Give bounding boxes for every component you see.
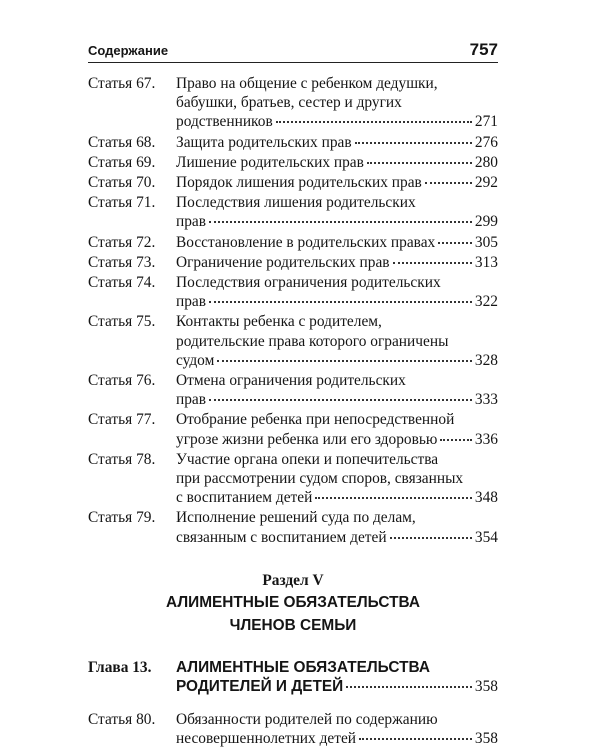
running-header: [88, 38, 498, 63]
article-title-line: Исполнение решений суда по делам,: [176, 509, 416, 527]
toc-entry[interactable]: [88, 410, 498, 448]
toc-entry[interactable]: [88, 253, 498, 272]
article-title-line: Отмена ограничения родительских: [176, 372, 406, 390]
article-title-line: судом: [176, 351, 215, 369]
article-title-line: Отобрание ребенка при непосредственной: [176, 411, 455, 429]
article-body: [176, 450, 498, 508]
dot-leader: [367, 162, 472, 164]
article-label: Статья 74.: [88, 274, 156, 292]
dot-leader: [440, 439, 472, 441]
article-body: [176, 133, 498, 152]
article-last-line: [176, 253, 498, 272]
section-title-line-1: АЛИМЕНТНЫЕ ОБЯЗАТЕЛЬСТВА: [166, 593, 420, 611]
article-title-line: связанным с воспитанием детей: [176, 528, 387, 546]
toc-entry[interactable]: [88, 273, 498, 311]
chapter-title-line-1: АЛИМЕНТНЫЕ ОБЯЗАТЕЛЬСТВА: [176, 658, 430, 676]
article-label: Статья 68.: [88, 133, 156, 151]
article-page-number: 280: [474, 153, 498, 171]
article-last-line: [176, 351, 498, 370]
section-title-line-2: ЧЛЕНОВ СЕМЬИ: [229, 616, 357, 634]
article-page-number: 276: [474, 133, 498, 151]
chapter-last-line: [176, 677, 498, 696]
article-last-line: [176, 488, 498, 507]
article-last-line: [176, 133, 498, 152]
article-title-line: родственников: [176, 113, 273, 131]
toc-entry[interactable]: [88, 173, 498, 192]
toc-entry-article-80[interactable]: [88, 710, 498, 748]
article-body: [176, 508, 498, 546]
dot-leader: [425, 182, 472, 184]
article-title-line: несовершеннолетних детей: [176, 730, 357, 748]
article-title-line: Порядок лишения родительских прав: [176, 174, 422, 192]
dot-leader: [209, 301, 472, 303]
article-page-number: 313: [474, 253, 498, 271]
article-body: [176, 253, 498, 272]
article-label: Статья 80.: [88, 711, 156, 729]
toc-entry[interactable]: [88, 508, 498, 546]
article-title-line: угрозе жизни ребенка или его здоровью: [176, 430, 438, 448]
article-title-line: прав: [176, 213, 207, 231]
article-title-line: Обязанности родителей по содержанию: [176, 711, 438, 729]
article-last-line: [176, 430, 498, 449]
article-page-number: 358: [474, 730, 498, 748]
toc-entry[interactable]: [88, 193, 498, 231]
article-title-line: при рассмотрении судом споров, связанных: [176, 470, 464, 488]
article-title-line: Участие органа опеки и попечительства: [176, 450, 439, 468]
dot-leader: [276, 121, 472, 123]
article-last-line: [176, 112, 498, 131]
dot-leader: [346, 686, 472, 688]
article-body: [176, 193, 498, 231]
article-page-number: 322: [474, 293, 498, 311]
article-label: Статья 73.: [88, 253, 156, 271]
article-body: [176, 153, 498, 172]
dot-leader: [209, 399, 472, 401]
article-label: Статья 79.: [88, 509, 156, 527]
article-title-line: Право на общение с ребенком дедушки,: [176, 75, 438, 92]
article-body: [176, 273, 498, 311]
article-page-number: 292: [474, 174, 498, 192]
article-page-number: 336: [474, 430, 498, 448]
dot-leader: [438, 242, 472, 244]
toc-entry[interactable]: [88, 153, 498, 172]
chapter-label: Глава 13.: [88, 658, 152, 676]
toc-entry[interactable]: [88, 74, 498, 132]
article-title-line: с воспитанием детей: [176, 489, 313, 507]
article-label: Статья 78.: [88, 450, 156, 468]
toc-entry[interactable]: [88, 371, 498, 409]
article-label: Статья 75.: [88, 313, 156, 331]
section-label: Раздел V: [262, 571, 324, 589]
section-heading: [88, 571, 498, 636]
article-title-line: бабушки, братьев, сестер и других: [176, 94, 402, 112]
toc-entry[interactable]: [88, 133, 498, 152]
article-label: Статья 69.: [88, 153, 156, 171]
article-last-line: [176, 173, 498, 192]
toc-chapter[interactable]: [88, 658, 498, 696]
article-last-line: [176, 153, 498, 172]
article-page-number: 305: [474, 233, 498, 251]
chapter-page-number: 358: [474, 678, 498, 696]
article-last-line: [176, 528, 498, 547]
article-page-number: 328: [474, 351, 498, 369]
dot-leader: [315, 497, 472, 499]
dot-leader: [209, 221, 472, 223]
page-number: 757: [469, 40, 498, 59]
toc-entries: [88, 74, 498, 547]
article-title-line: прав: [176, 293, 207, 311]
article-body: [176, 233, 498, 252]
article-title-line: Контакты ребенка с родителем,: [176, 313, 382, 331]
dot-leader: [355, 142, 472, 144]
running-title: Содержание: [88, 43, 169, 58]
article-last-line: [176, 212, 498, 231]
article-page-number: 348: [474, 489, 498, 507]
article-page-number: 333: [474, 391, 498, 409]
article-title-line: Восстановление в родительских правах: [176, 233, 436, 251]
article-label: Статья 76.: [88, 372, 156, 390]
article-page-number: 299: [474, 213, 498, 231]
article-page-number: 271: [474, 113, 498, 131]
article-title-line: родительские права которого ограничены: [176, 332, 449, 350]
article-label: Статья 70.: [88, 174, 156, 192]
article-title-line: Ограничение родительских прав: [176, 253, 390, 271]
toc-entry[interactable]: [88, 450, 498, 508]
article-last-line: [176, 390, 498, 409]
dot-leader: [359, 738, 472, 740]
article-label: Статья 77.: [88, 411, 156, 429]
article-label: Статья 71.: [88, 194, 156, 212]
toc-entry[interactable]: [88, 233, 498, 252]
dot-leader: [217, 360, 472, 362]
article-last-line: [176, 233, 498, 252]
toc-entry[interactable]: [88, 312, 498, 370]
article-body: [176, 312, 498, 370]
article-label: Статья 72.: [88, 233, 156, 251]
article-title-line: Последствия ограничения родительских: [176, 274, 441, 292]
article-title-line: Последствия лишения родительских: [176, 194, 416, 212]
chapter-title-line-2: РОДИТЕЛЕЙ И ДЕТЕЙ: [176, 678, 344, 696]
article-title-line: Защита родительских прав: [176, 133, 352, 151]
dot-leader: [393, 262, 472, 264]
article-body: [176, 710, 498, 748]
article-title-line: Лишение родительских прав: [176, 153, 364, 171]
table-of-contents: [88, 74, 498, 750]
dot-leader: [390, 537, 472, 539]
article-last-line: [176, 292, 498, 311]
article-body: [176, 410, 498, 448]
article-body: [176, 371, 498, 409]
article-body: [176, 74, 498, 132]
article-body: [176, 173, 498, 192]
article-page-number: 354: [474, 528, 498, 546]
article-label: Статья 67.: [88, 75, 156, 92]
article-last-line: [176, 729, 498, 748]
article-title-line: прав: [176, 391, 207, 409]
chapter-body: [176, 658, 498, 696]
